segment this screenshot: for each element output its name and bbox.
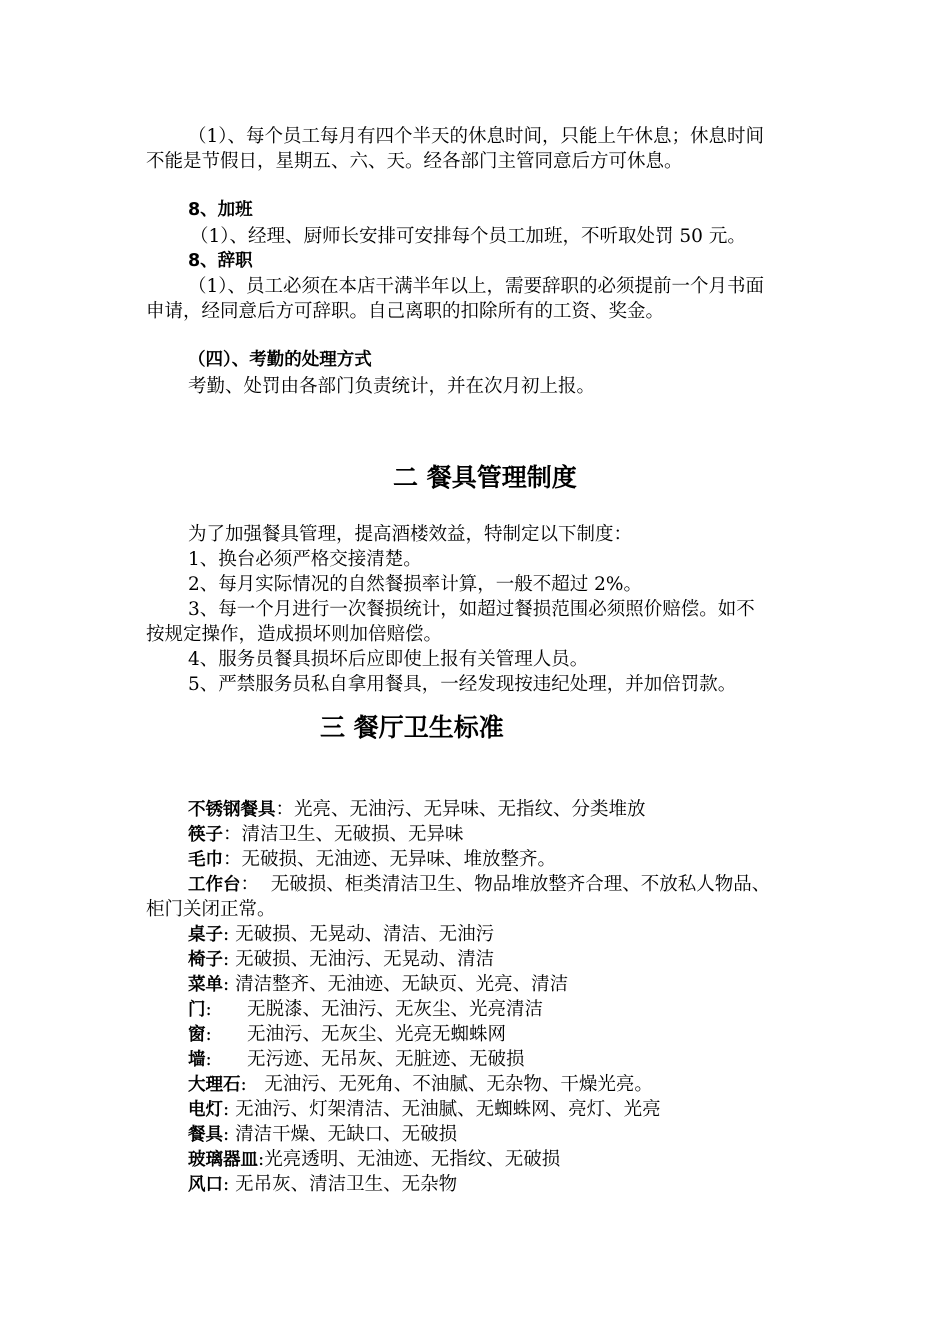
hygiene-item-text: 光亮透明、无油迹、无指纹、无破损 xyxy=(264,1149,561,1170)
hygiene-item xyxy=(188,822,464,848)
hygiene-item-sep: ： xyxy=(240,874,271,895)
hygiene-item-label: 大理石 xyxy=(188,1075,241,1095)
hygiene-item-text: 无吊灰、清洁卫生、无杂物 xyxy=(235,1174,458,1195)
tableware-rule-3-line2: 按规定操作，造成损坏则加倍赔偿。 xyxy=(146,624,443,645)
hygiene-item xyxy=(188,972,568,998)
hygiene-item xyxy=(188,847,556,873)
hygiene-item-text: 光亮、无油污、无异味、无指纹、分类堆放 xyxy=(294,799,646,820)
hygiene-item-label: 玻璃器皿 xyxy=(188,1150,258,1170)
hygiene-item-sep: : xyxy=(205,1049,248,1070)
hygiene-item xyxy=(188,922,494,948)
hygiene-item-text: 清洁整齐、无油迹、无缺页、光亮、清洁 xyxy=(235,974,569,995)
hygiene-item-sep: : xyxy=(258,1149,265,1170)
hygiene-item xyxy=(188,1097,661,1123)
tableware-rule-1: 1、换台必须严格交接清楚。 xyxy=(188,549,422,570)
hygiene-item-text: 清洁卫生、无破损、无异味 xyxy=(241,824,464,845)
hygiene-item-label: 窗 xyxy=(188,1025,206,1045)
leave-rule-line2: 不能是节假日，星期五、六、天。经各部门主管同意后方可休息。 xyxy=(146,151,683,172)
tableware-rule-3-line1: 3、每一个月进行一次餐损统计，如超过餐损范围必须照价赔偿。如不 xyxy=(188,599,755,620)
hygiene-item-label: 桌子 xyxy=(188,925,223,945)
hygiene-item-text: 无油污、无灰尘、光亮无蜘蛛网 xyxy=(247,1024,507,1045)
hygiene-item-label: 墙 xyxy=(188,1050,206,1070)
tableware-title: 二 餐具管理制度 xyxy=(393,463,577,492)
resign-rule-line1: （1）、员工必须在本店干满半年以上，需要辞职的必须提前一个月书面 xyxy=(188,276,765,297)
hygiene-worktable-cont: 柜门关闭正常。 xyxy=(146,899,276,920)
attendance-heading: （四）、考勤的处理方式 xyxy=(188,350,372,370)
hygiene-title: 三 餐厅卫生标准 xyxy=(320,713,504,742)
hygiene-item xyxy=(188,1172,457,1198)
hygiene-item-sep: : xyxy=(223,974,236,995)
overtime-heading: 8、加班 xyxy=(188,200,253,220)
hygiene-item-text: 无油污、灯架清洁、无油腻、无蜘蛛网、亮灯、光亮 xyxy=(235,1099,661,1120)
hygiene-item-sep: : xyxy=(223,949,236,970)
hygiene-item-sep: : xyxy=(205,999,248,1020)
hygiene-item xyxy=(188,872,770,898)
hygiene-item-text: 无破损、柜类清洁卫生、物品堆放整齐合理、不放私人物品、 xyxy=(270,874,771,895)
hygiene-item-label: 毛巾 xyxy=(188,850,223,870)
hygiene-item-sep: : xyxy=(223,1099,236,1120)
hygiene-item-text: 无破损、无油迹、无异味、堆放整齐。 xyxy=(241,849,557,870)
tableware-rule-5: 5、严禁服务员私自拿用餐具，一经发现按违纪处理，并加倍罚款。 xyxy=(188,674,737,695)
hygiene-item xyxy=(188,1047,525,1073)
hygiene-item-sep: : xyxy=(223,924,236,945)
leave-rule-line1: （1）、每个员工每月有四个半天的休息时间，只能上午休息；休息时间 xyxy=(188,126,765,147)
hygiene-item-label: 椅子 xyxy=(188,950,223,970)
tableware-rule-4: 4、服务员餐具损坏后应即使上报有关管理人员。 xyxy=(188,649,589,670)
hygiene-item-sep: ： xyxy=(275,799,295,820)
hygiene-item xyxy=(188,1022,506,1048)
hygiene-item xyxy=(188,947,494,973)
hygiene-item-text: 清洁干燥、无缺口、无破损 xyxy=(235,1124,458,1145)
hygiene-item xyxy=(188,1072,653,1098)
hygiene-item-text: 无破损、无油污、无晃动、清洁 xyxy=(235,949,495,970)
hygiene-item xyxy=(188,997,543,1023)
hygiene-item-sep: : xyxy=(240,1074,265,1095)
hygiene-item-sep: ： xyxy=(223,824,242,845)
hygiene-item-text: 无脱漆、无油污、无灰尘、光亮清洁 xyxy=(247,999,544,1020)
overtime-rule: （1）、经理、厨师长安排可安排每个员工加班，不听取处罚 50 元。 xyxy=(190,226,746,247)
hygiene-item-text: 无油污、无死角、不油腻、无杂物、干燥光亮。 xyxy=(264,1074,653,1095)
attendance-text: 考勤、处罚由各部门负责统计，并在次月初上报。 xyxy=(188,376,596,397)
hygiene-item-text: 无破损、无晃动、清洁、无油污 xyxy=(235,924,495,945)
hygiene-item-label: 餐具 xyxy=(188,1125,223,1145)
hygiene-item-sep: : xyxy=(223,1174,236,1195)
resign-rule-line2: 申请，经同意后方可辞职。自己离职的扣除所有的工资、奖金。 xyxy=(146,301,665,322)
hygiene-item-sep: : xyxy=(205,1024,248,1045)
hygiene-item-label: 不锈钢餐具 xyxy=(188,800,276,820)
hygiene-item-label: 门 xyxy=(188,1000,206,1020)
hygiene-item-label: 筷子 xyxy=(188,825,223,845)
hygiene-item-text: 无污迹、无吊灰、无脏迹、无破损 xyxy=(247,1049,525,1070)
hygiene-item-sep: ： xyxy=(223,849,242,870)
hygiene-item-label: 工作台 xyxy=(188,875,241,895)
tableware-intro: 为了加强餐具管理，提高酒楼效益，特制定以下制度： xyxy=(188,524,633,545)
hygiene-item-label: 菜单 xyxy=(188,975,223,995)
hygiene-item-label: 风口 xyxy=(188,1175,223,1195)
hygiene-item xyxy=(188,1147,560,1173)
hygiene-item-sep: : xyxy=(223,1124,236,1145)
tableware-rule-2: 2、每月实际情况的自然餐损率计算，一般不超过 2%。 xyxy=(188,574,643,595)
hygiene-item xyxy=(188,1122,457,1148)
resign-heading: 8、辞职 xyxy=(188,251,253,271)
hygiene-item-label: 电灯 xyxy=(188,1100,223,1120)
hygiene-item xyxy=(188,797,646,823)
